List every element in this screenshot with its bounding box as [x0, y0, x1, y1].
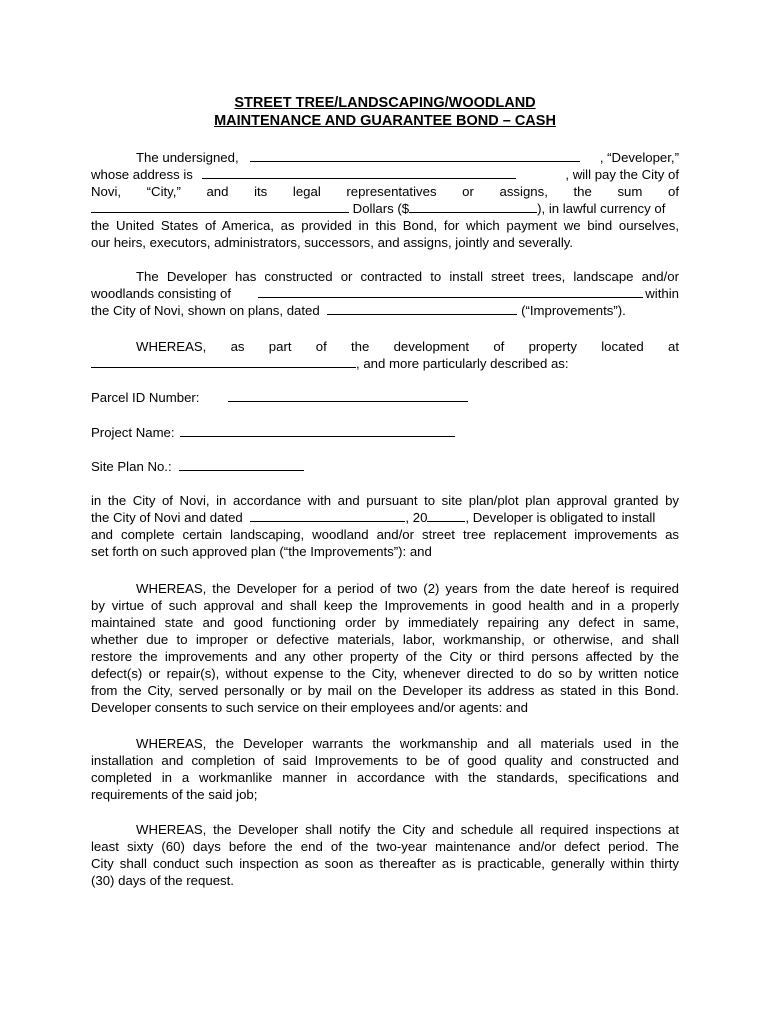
p2-line-3: the City of Novi, shown on plans, dated (“Improvements”).	[91, 303, 626, 318]
p7-line-4: (30) days of the request.	[91, 873, 234, 888]
p4-line-2: the City of Novi and dated , 20 , Developer is obligated to install	[91, 510, 656, 525]
p2-line-1: The Developer has constructed or contracted to install street trees, landscape and/or	[136, 269, 679, 284]
amount-words-blank[interactable]	[91, 200, 349, 213]
p6-line-4: requirements of the said job;	[91, 787, 258, 802]
p7-line-3: City shall conduct such inspection as soon as thereafter as is practicable, generally within thirty	[91, 856, 679, 871]
p5-line-3: maintained state and good functioning order by immediately repairing any defect in same,	[91, 615, 679, 630]
p1-line-4: Dollars ($ ), in lawful currency of	[91, 200, 679, 217]
p6-line-2: installation and completion of said Improvements to be of good quality and constructed and	[91, 753, 679, 768]
p5-line-7: from the City, served personally or by mail on the Developer its address as stated in this Bond.	[91, 683, 679, 698]
parcel-id-row: Parcel ID Number:	[91, 389, 679, 406]
p4-line-1: in the City of Novi, in accordance with and pursuant to site plan/plot plan approval granted by	[91, 493, 679, 508]
p7-line-2: least sixty (60) days before the end of the two-year maintenance and/or defect period. The	[91, 839, 679, 854]
developer-address-blank[interactable]	[202, 166, 516, 179]
p1-line-2: whose address is , will pay the City of	[91, 167, 679, 182]
p5-line-1: WHEREAS, the Developer for a period of two (2) years from the date hereof is required	[136, 581, 679, 596]
p1-line-1: The undersigned, , “Developer,”	[136, 150, 679, 165]
amount-number-blank[interactable]	[409, 200, 537, 213]
site-plan-blank[interactable]	[179, 458, 304, 471]
parcel-id-blank[interactable]	[228, 389, 468, 402]
p1-line-6: our heirs, executors, administrators, successors, and assigns, jointly and severally.	[91, 235, 574, 250]
p5-line-8: Developer consents to such service on their employees and/or agents: and	[91, 700, 528, 715]
site-plan-row: Site Plan No.:	[91, 458, 679, 475]
approval-year-blank[interactable]	[427, 509, 465, 522]
p6-line-1: WHEREAS, the Developer warrants the workmanship and all materials used in the	[136, 736, 679, 751]
p4-line-3: and complete certain landscaping, woodland and/or street tree replacement improvements as	[91, 527, 679, 542]
p4-line-4: set forth on such approved plan (“the Improvements”): and	[91, 544, 432, 559]
p5-line-2: by virtue of such approval and shall keep the Improvements in good health and in a properly	[91, 598, 679, 613]
approval-date-blank[interactable]	[250, 509, 405, 522]
p1-line-5: the United States of America, as provided in this Bond, for which payment we bind ourselves,	[91, 218, 679, 233]
p2-line-2: woodlands consisting of within	[91, 286, 679, 301]
title-line-1: STREET TREE/LANDSCAPING/WOODLAND	[234, 95, 536, 111]
p1-line-3: Novi, “City,” and its legal representatives or assigns, the sum of	[91, 184, 679, 199]
p6-line-3: completed in a workmanlike manner in accordance with the standards, specifications and	[91, 770, 679, 785]
p3-line-2: , and more particularly described as:	[91, 355, 679, 372]
improvements-description-blank[interactable]	[258, 285, 643, 298]
project-name-row: Project Name:	[91, 424, 679, 441]
p3-line-1: WHEREAS, as part of the development of property located at	[136, 339, 679, 354]
property-location-blank[interactable]	[91, 355, 356, 368]
p7-line-1: WHEREAS, the Developer shall notify the City and schedule all required inspections at	[136, 822, 679, 837]
project-name-blank[interactable]	[180, 424, 455, 437]
plans-date-blank[interactable]	[327, 302, 517, 315]
p5-line-6: defect(s) or repair(s), without expense to the City, whenever directed to do so by written notice	[91, 666, 679, 681]
developer-name-blank[interactable]	[250, 149, 580, 162]
title-line-2: MAINTENANCE AND GUARANTEE BOND – CASH	[214, 113, 556, 129]
p5-line-5: restore the improvements and any other property of the City or third persons affected by the	[91, 649, 679, 664]
p5-line-4: whether due to improper or defective materials, labor, workmanship, or otherwise, and shall	[91, 632, 679, 647]
